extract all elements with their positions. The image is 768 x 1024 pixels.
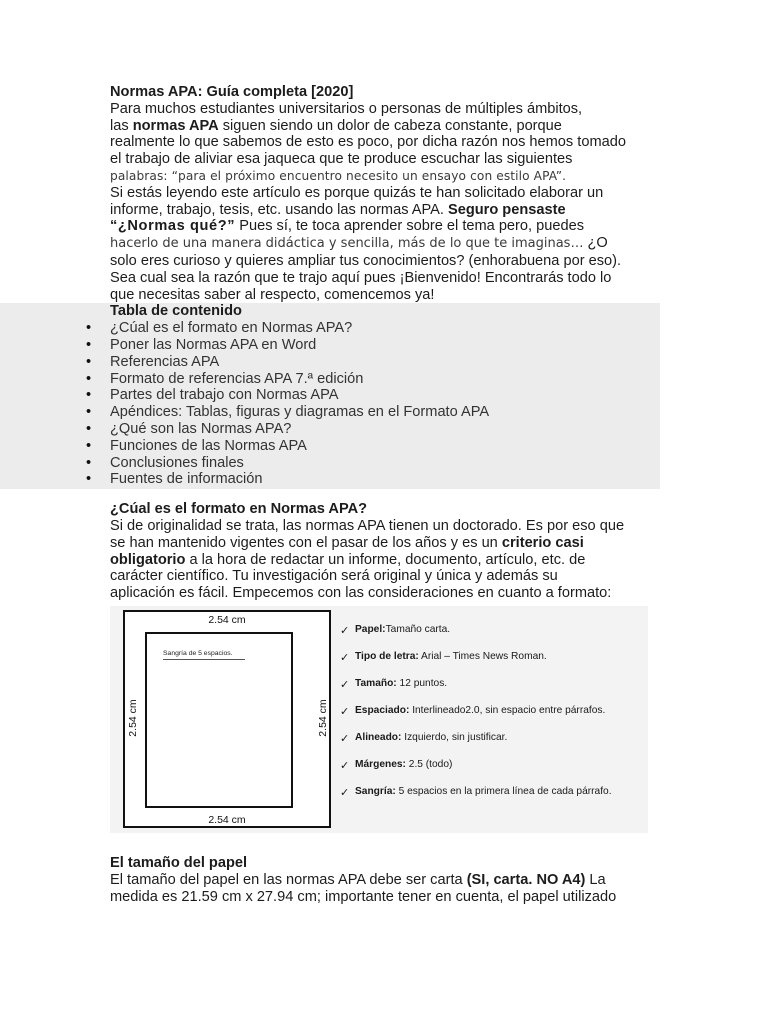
check-value: 2.5 (todo) <box>405 758 453 770</box>
margin-top-label: 2.54 cm <box>208 613 246 626</box>
toc-item[interactable]: • ¿Qué son las Normas APA? <box>110 421 660 438</box>
toc-item[interactable]: • Conclusiones finales <box>110 455 660 472</box>
check-label: Márgenes: <box>355 758 406 770</box>
check-item <box>340 624 645 651</box>
check-value: Tamaño carta. <box>385 623 451 635</box>
check-value: Arial – Times News Roman. <box>418 650 547 662</box>
checkmark-icon: ✓ <box>340 651 350 664</box>
intro-line: que necesitas saber al respecto, comencemos ya! <box>110 286 435 303</box>
toc-list <box>110 320 660 488</box>
margin-left-label: 2.54 cm <box>127 699 139 737</box>
paragraph-line: medida es 21.59 cm x 27.94 cm; importante tener en cuenta, el papel utilizado <box>110 888 617 905</box>
quote-line: palabras: “para el próximo encuentro necesito un ensayo con estilo APA”. <box>110 168 567 183</box>
paragraph-line: aplicación es fácil. Empecemos con las consideraciones en cuanto a formato: <box>110 585 612 602</box>
check-item <box>340 705 645 732</box>
check-item <box>340 759 645 786</box>
checkmark-icon: ✓ <box>340 624 350 637</box>
paragraph-line <box>110 535 662 552</box>
toc-item[interactable]: • ¿Cúal es el formato en Normas APA? <box>110 320 660 337</box>
checkmark-icon: ✓ <box>340 759 350 772</box>
bold-text: normas APA <box>132 117 219 134</box>
check-label: Sangría: <box>355 785 396 797</box>
format-paragraph <box>110 518 662 602</box>
check-value: Interlineado2.0, sin espacio entre párrafos. <box>409 704 606 716</box>
check-label: Tamaño: <box>355 677 397 689</box>
bold-text: (SI, carta. NO A4) <box>466 871 586 888</box>
checkmark-icon: ✓ <box>340 732 350 745</box>
intro-line: Si estás leyendo este artículo es porque quizás te han solicitado elaborar un <box>110 184 604 201</box>
page-diagram <box>123 610 331 828</box>
margin-right-label: 2.54 cm <box>317 699 329 737</box>
check-label: Espaciado: <box>355 704 410 716</box>
article-title: Normas APA: Guía completa [2020] <box>110 84 354 100</box>
toc-item[interactable]: • Apéndices: Tablas, figuras y diagramas en el Formato APA <box>110 404 660 421</box>
check-item <box>340 732 645 759</box>
toc-item[interactable]: • Funciones de las Normas APA <box>110 438 660 455</box>
table-of-contents <box>0 303 660 489</box>
toc-item[interactable]: • Referencias APA <box>110 354 660 371</box>
bold-text: criterio casi <box>501 534 584 551</box>
check-value: 12 puntos. <box>396 677 448 689</box>
text-area-box <box>145 632 293 808</box>
paragraph-line: carácter científico. Tu investigación será original y única y además su <box>110 568 558 585</box>
check-item <box>340 651 645 678</box>
apa-format-figure <box>110 606 648 833</box>
text-span: Pues sí, te toca aprender sobre el tema pero, puedes <box>235 218 585 235</box>
checkmark-icon: ✓ <box>340 786 350 799</box>
toc-item[interactable]: • Fuentes de información <box>110 471 660 488</box>
check-value: Izquierdo, sin justificar. <box>401 731 508 743</box>
check-label: Tipo de letra: <box>355 650 419 662</box>
section-heading: El tamaño del papel <box>110 854 248 871</box>
bold-text: Seguro pensaste <box>447 201 566 218</box>
toc-item[interactable]: • Partes del trabajo con Normas APA <box>110 387 660 404</box>
text-span: siguen siendo un dolor de cabeza constante, porque <box>218 117 562 134</box>
indent-underline <box>163 659 245 660</box>
toc-item[interactable]: • Formato de referencias APA 7.ª edición <box>110 371 660 388</box>
text-span: El tamaño del papel en las normas APA debe ser carta <box>110 871 467 888</box>
bold-text: “¿Normas qué?” <box>110 218 236 235</box>
intro-line: solo eres curioso y quieres ampliar tus conocimientos? (enhorabuena por eso). <box>110 252 622 269</box>
paragraph-line: Si de originalidad se trata, las normas APA tienen un doctorado. Es por eso que <box>110 517 625 534</box>
bold-text: obligatorio <box>110 551 186 568</box>
intro-line <box>110 235 662 253</box>
intro-line: el trabajo de aliviar esa jaqueca que te produce escuchar las siguientes <box>110 151 573 168</box>
checkmark-icon: ✓ <box>340 705 350 718</box>
paragraph-line <box>110 872 662 889</box>
intro-line: Para muchos estudiantes universitarios o personas de múltiples ámbitos, <box>110 100 583 117</box>
intro-line <box>110 202 662 219</box>
light-text: hacerlo de una manera didáctica y sencilla, más de lo que te imaginas… <box>110 236 584 252</box>
check-value: 5 espacios en la primera línea de cada párrafo. <box>395 785 612 797</box>
margin-bottom-label: 2.54 cm <box>208 813 246 826</box>
intro-paragraph <box>110 101 662 304</box>
intro-line: realmente lo que sabemos de esto es poco, por dicha razón nos hemos tomado <box>110 134 626 151</box>
indent-note: Sangría de 5 espacios. <box>163 649 233 657</box>
toc-item[interactable]: • Poner las Normas APA en Word <box>110 337 660 354</box>
text-span: las <box>110 117 133 134</box>
toc-heading: Tabla de contenido <box>110 303 242 320</box>
check-item <box>340 678 645 705</box>
check-item <box>340 786 645 813</box>
format-checklist <box>340 624 645 813</box>
section-heading: ¿Cúal es el formato en Normas APA? <box>110 501 368 518</box>
text-span: informe, trabajo, tesis, etc. usando las normas APA. <box>110 201 448 218</box>
checkmark-icon: ✓ <box>340 678 350 691</box>
paragraph-line <box>110 552 662 569</box>
document-page <box>110 84 662 905</box>
check-label: Papel: <box>355 623 386 635</box>
intro-line <box>110 218 662 235</box>
intro-line <box>110 118 662 135</box>
text-span: a la hora de redactar un informe, documento, artículo, etc. de <box>185 551 586 568</box>
text-span: ¿O <box>583 235 608 252</box>
text-span: se han mantenido vigentes con el pasar de los años y es un <box>110 534 502 551</box>
intro-line: Sea cual sea la razón que te trajo aquí pues ¡Bienvenido! Encontrarás todo lo <box>110 269 612 286</box>
paper-size-paragraph <box>110 872 662 906</box>
text-span: La <box>585 871 606 888</box>
check-label: Alineado: <box>355 731 402 743</box>
